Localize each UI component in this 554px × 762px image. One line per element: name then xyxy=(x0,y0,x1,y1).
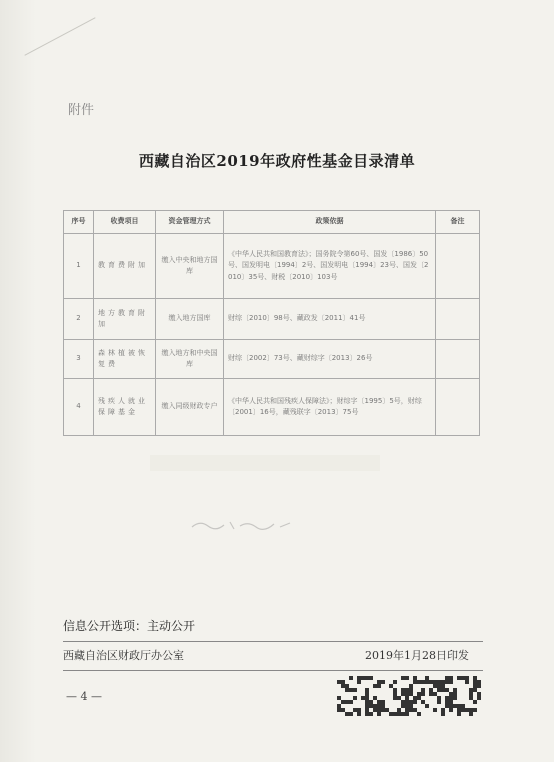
attachment-label: 附件 xyxy=(68,103,95,118)
row-basis: 财综〔2002〕73号、藏财综字〔2013〕26号 xyxy=(224,340,436,379)
row-item: 教育费附加 xyxy=(94,234,156,299)
row-serial: 3 xyxy=(64,340,94,379)
document-title: 西藏自治区2019年政府性基金目录清单 xyxy=(138,152,416,170)
fund-catalog-table xyxy=(63,210,480,436)
row-basis: 《中华人民共和国残疾人保障法》；财综字〔1995〕5号，财综〔2001〕16号，藏残联字〔2013〕75号 xyxy=(224,379,436,436)
row-basis: 《中华人民共和国教育法》；国务院令第60号、国发〔1986〕50号、国发明电〔1994〕2号、国发明电〔1994〕23号、国发〔2010〕35号、财税〔2010〕103号 xyxy=(224,234,436,299)
page-number: — 4 — xyxy=(66,690,102,703)
table-row xyxy=(64,340,480,379)
header-management: 资金管理方式 xyxy=(156,211,224,234)
row-management: 缴入地方国库 xyxy=(156,299,224,340)
issuer-row xyxy=(63,647,483,671)
header-basis: 政策依据 xyxy=(224,211,436,234)
header-item: 收费项目 xyxy=(94,211,156,234)
row-management: 缴入同级财政专户 xyxy=(156,379,224,436)
table-row xyxy=(64,234,480,299)
row-serial: 4 xyxy=(64,379,94,436)
row-basis: 财综〔2010〕98号、藏政发〔2011〕41号 xyxy=(224,299,436,340)
table-header-row xyxy=(64,211,480,234)
barcode-image xyxy=(336,676,482,716)
row-item: 地方教育附加 xyxy=(94,299,156,340)
row-serial: 2 xyxy=(64,299,94,340)
row-management: 缴入地方和中央国库 xyxy=(156,340,224,379)
issuer-name: 西藏自治区财政厅办公室 xyxy=(63,649,184,662)
row-item: 残疾人就业保障基金 xyxy=(94,379,156,436)
header-serial: 序号 xyxy=(64,211,94,234)
row-serial: 1 xyxy=(64,234,94,299)
page-shadow xyxy=(0,0,36,762)
issue-date: 2019年1月28日印发 xyxy=(365,649,469,662)
row-item: 森林植被恢复费 xyxy=(94,340,156,379)
row-management: 缴入中央和地方国库 xyxy=(156,234,224,299)
table-row xyxy=(64,379,480,436)
faint-handwriting-mark xyxy=(190,518,300,532)
row-note xyxy=(436,299,480,340)
header-note: 备注 xyxy=(436,211,480,234)
table-row xyxy=(64,299,480,340)
row-note xyxy=(436,340,480,379)
row-note xyxy=(436,234,480,299)
info-disclosure: 信息公开选项：主动公开 xyxy=(63,617,483,642)
row-note xyxy=(436,379,480,436)
bleed-through-smudge xyxy=(150,455,380,471)
